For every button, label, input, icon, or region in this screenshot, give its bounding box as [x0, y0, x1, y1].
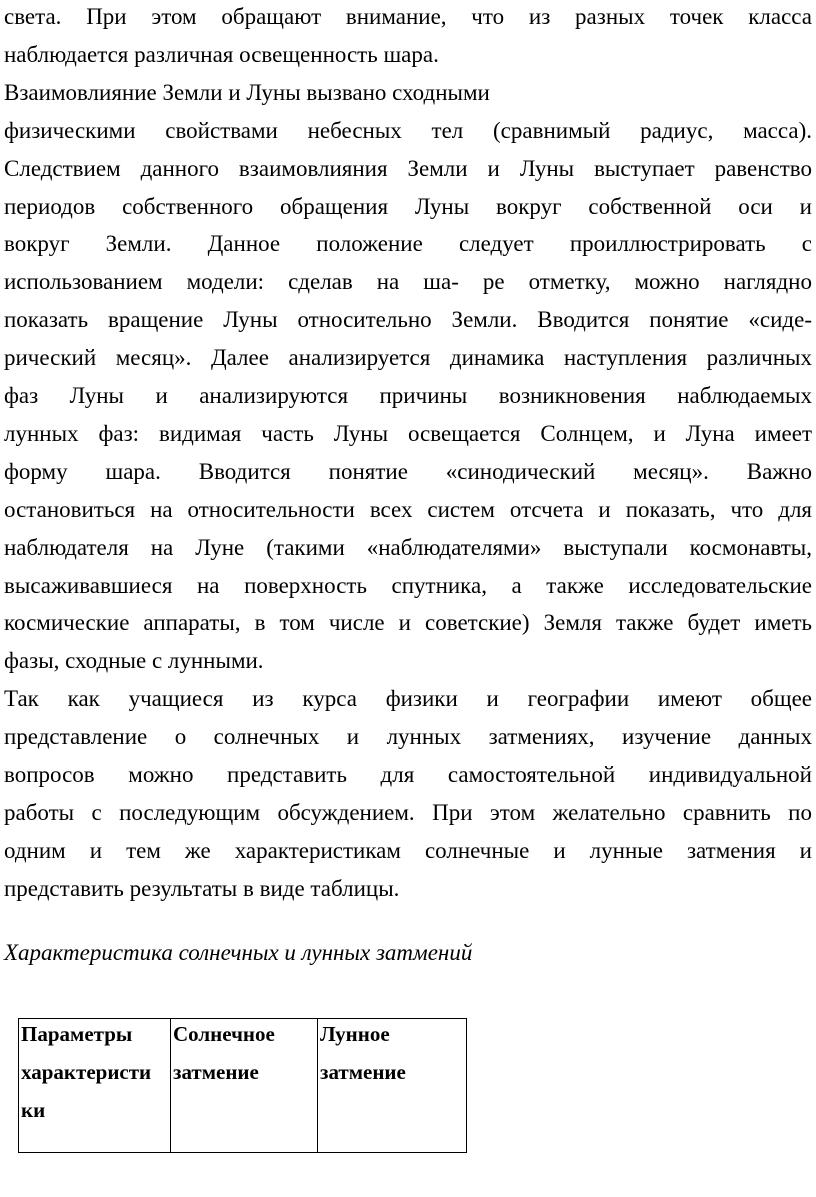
text-line: фаз Луны и анализируются причины возникновения наблюдаемых [4, 383, 812, 408]
text-line: представление о солнечных и лунных затмениях, изучение данных [4, 724, 812, 749]
header-lunar-line: затмение [320, 1060, 406, 1084]
text-line: Так как учащиеся из курса физики и географии имеют общее [4, 686, 812, 711]
header-solar-line: затмение [173, 1060, 259, 1084]
text-line: представить результаты в виде таблицы. [4, 876, 400, 901]
header-parameters-line: ки [21, 1098, 46, 1122]
text-line: света. При этом обращают внимание, что из разных точек класса [4, 4, 812, 29]
text-line: показать вращение Луны относительно Земли. Вводится понятие «сиде- [4, 307, 812, 332]
text-line: лунных фаз: видимая часть Луны освещается Солнцем, и Луна имеет [4, 421, 812, 446]
header-cell-lunar-eclipse [318, 1019, 467, 1153]
text-line: вопросов можно представить для самостоятельной индивидуальной [4, 762, 812, 787]
text-line: форму шара. Вводится понятие «синодический месяц». Важно [4, 459, 812, 484]
text-line: рический месяц». Далее анализируется динамика наступления различных [4, 345, 812, 370]
text-line: вокруг Земли. Данное положение следует проиллюстрировать с [4, 231, 812, 256]
text-line: Следствием данного взаимовлияния Земли и Луны выступает равенство [4, 156, 812, 181]
header-parameters-line: Параметры [21, 1022, 133, 1046]
text-line: фазы, сходные с лунными. [4, 648, 264, 673]
header-cell-solar-eclipse [171, 1019, 318, 1153]
text-line: высаживавшиеся на поверхность спутника, а также исследовательские [4, 573, 812, 598]
text-line: одним и тем же характеристикам солнечные и лунные затмения и [4, 838, 812, 863]
text-line: физическими свойствами небесных тел (сравнимый радиус, масса). [4, 118, 812, 143]
header-parameters-line: характеристи [21, 1060, 152, 1084]
text-line: работы с последующим обсуждением. При этом желательно сравнить по [4, 800, 812, 825]
table-caption: Характеристика солнечных и лунных затмений [4, 940, 473, 965]
text-line: наблюдателя на Луне (такими «наблюдателями» выступали космонавты, [4, 535, 812, 560]
header-solar-line: Солнечное [173, 1022, 275, 1046]
eclipse-characteristics-table [18, 1018, 467, 1153]
text-line: использованием модели: сделав на ша- ре отметку, можно наглядно [4, 269, 812, 294]
table-header-row [19, 1019, 467, 1153]
text-line: периодов собственного обращения Луны вокруг собственной оси и [4, 194, 812, 219]
header-lunar-line: Лунное [320, 1022, 390, 1046]
text-line: остановиться на относительности всех систем отсчета и показать, что для [4, 497, 812, 522]
text-line: наблюдается различная освещенность шара. [4, 42, 439, 67]
text-line: космические аппараты, в том числе и советские) Земля также будет иметь [4, 610, 812, 635]
header-cell-parameters [19, 1019, 171, 1153]
text-line: Взаимовлияние Земли и Луны вызвано сходными [4, 80, 490, 105]
